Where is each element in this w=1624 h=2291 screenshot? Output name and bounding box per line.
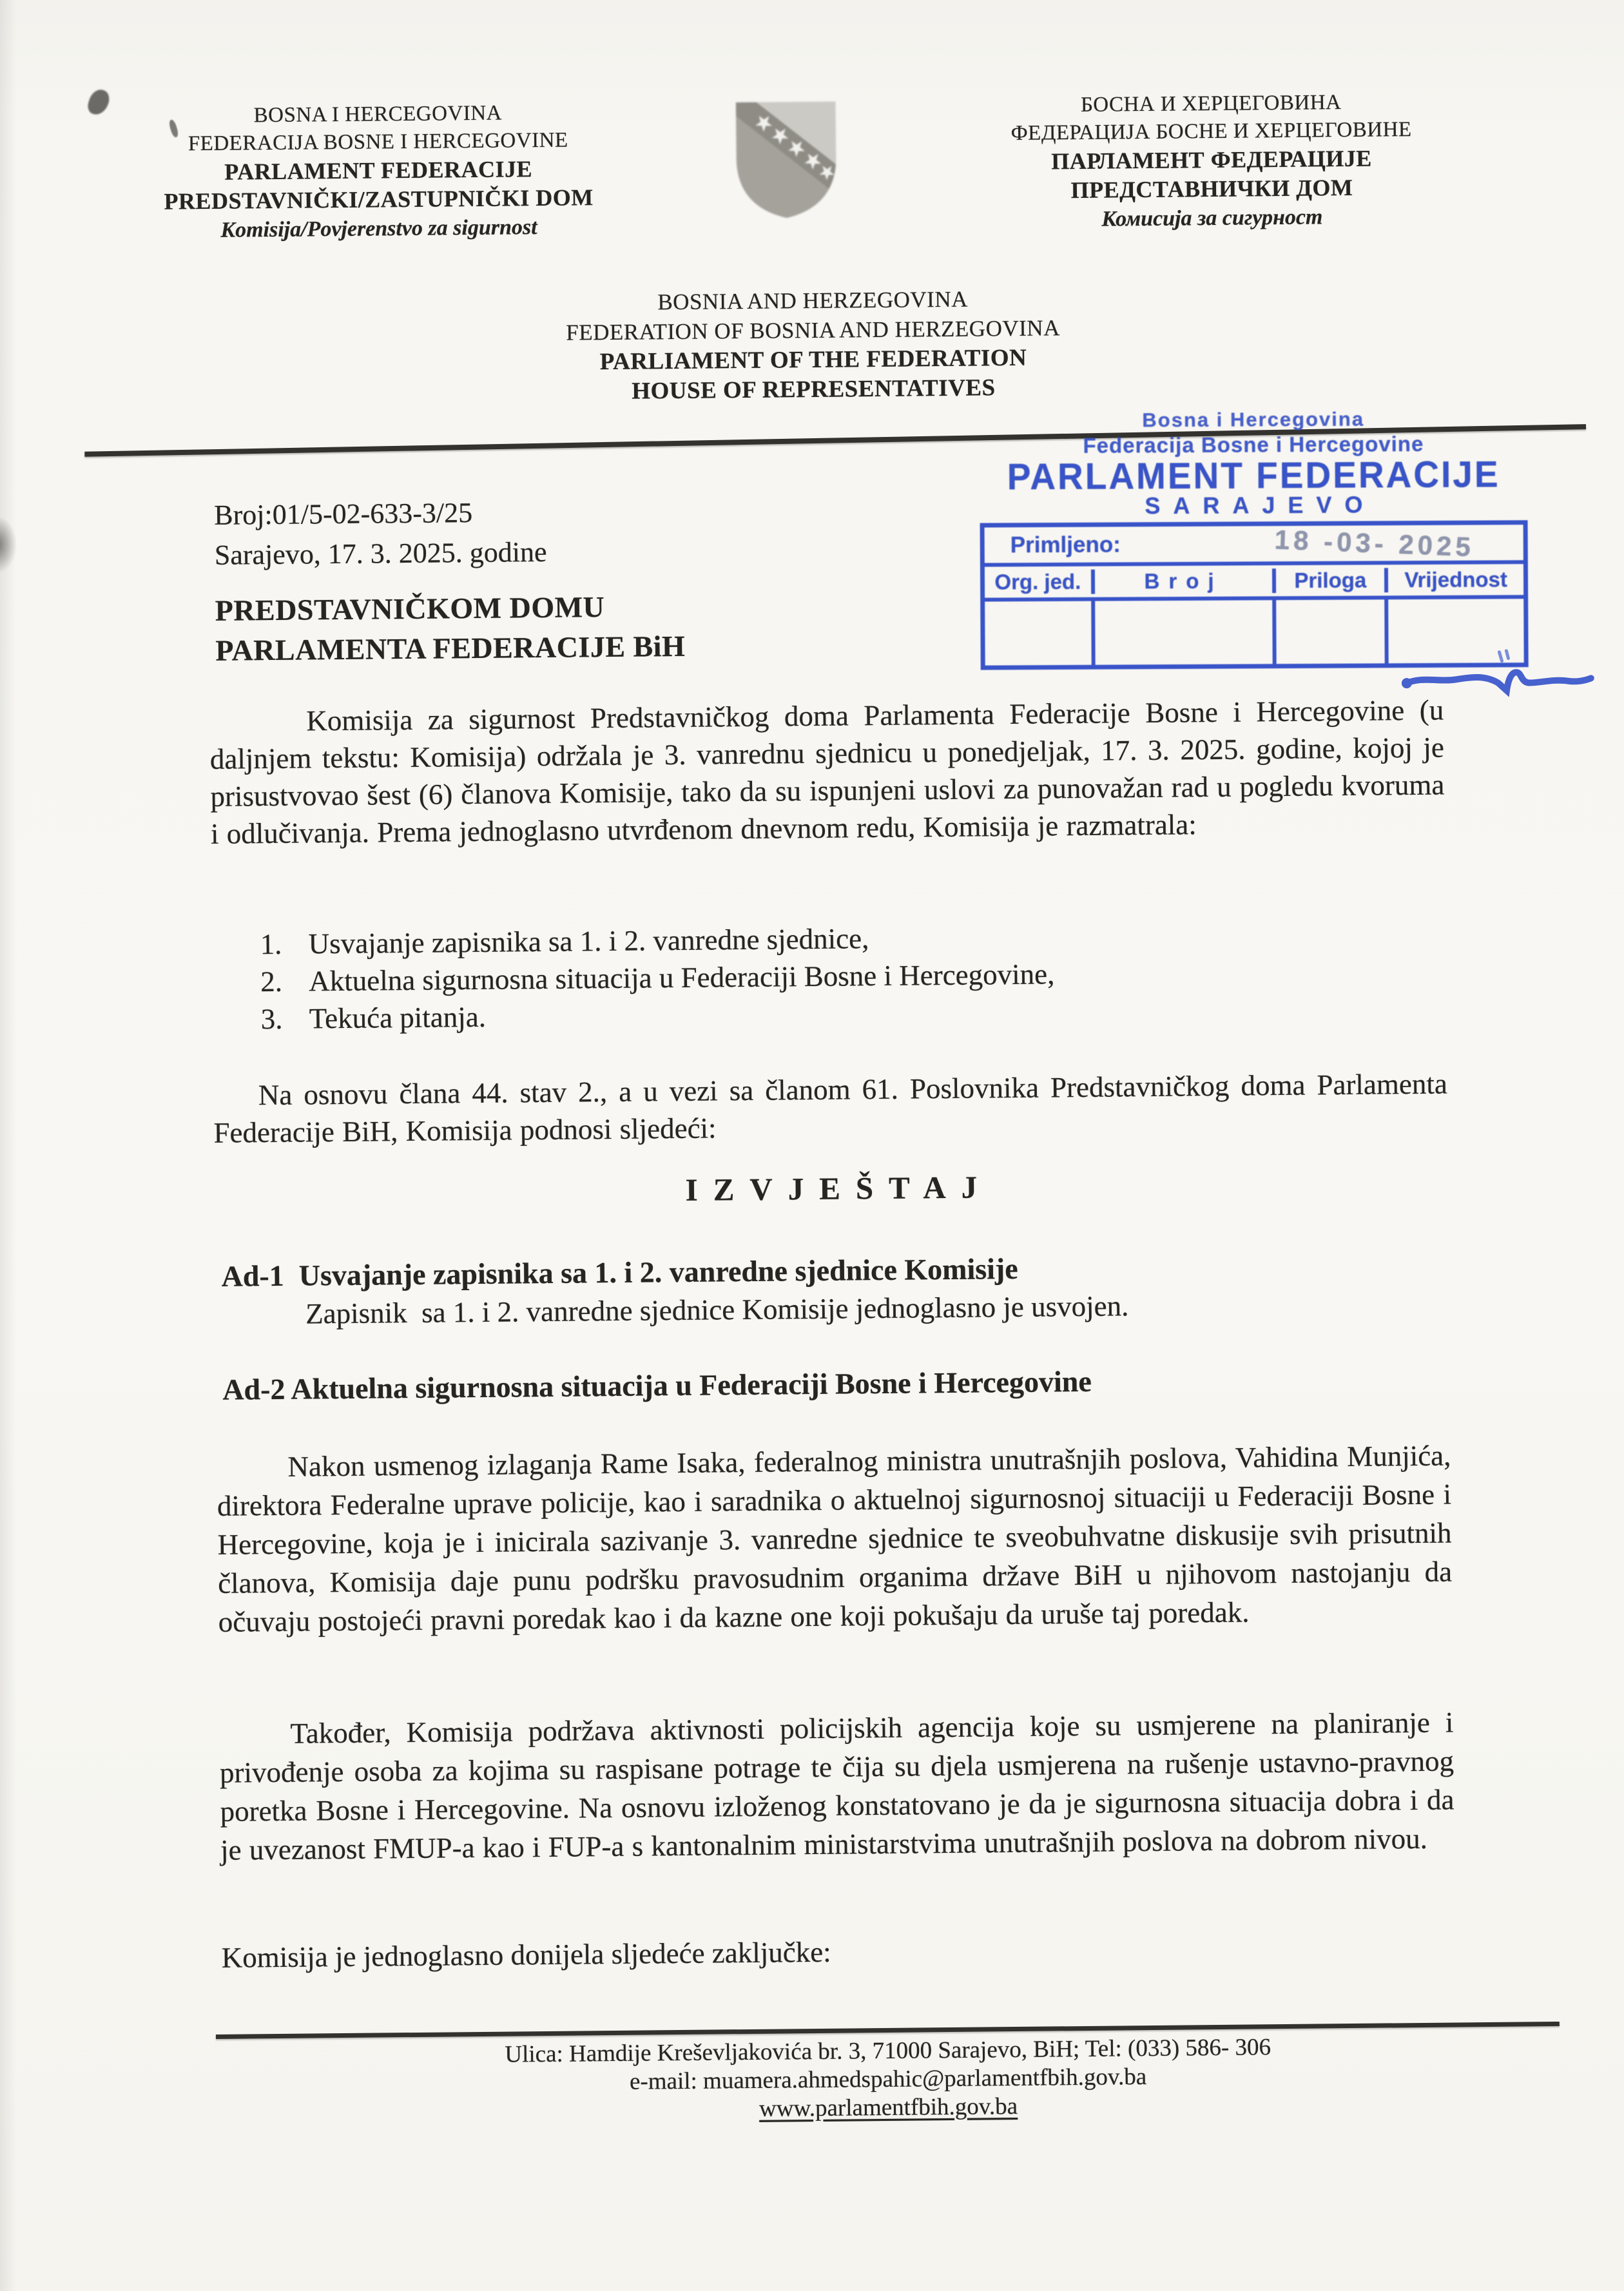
intro-paragraph: Komisija za sigurnost Predstavničkog doma Parlamenta Federacije Bosne i Hercegovine (u daljnjem tekstu: Komisija) održala je 3. vanrednu sjednicu u ponedjeljak, 17. 3. 2025. godine, kojoj je prisustvovao šest (6) članova Komisije, tako da su ispunjeni uslovi za punovažan rad u pogledu kvoruma i odlučivanja. Prema jednoglasno utvrđenom dnevnom redu, Komisija je razmatrala: (209, 693, 1445, 850)
footer-website: www.parlamentfbih.gov.ba (759, 2093, 1018, 2122)
stamp-city-line: SARAJEVO (1145, 491, 1376, 519)
letterhead-line: FEDERATION OF BOSNIA AND HERZEGOVINA (566, 315, 1061, 345)
letterhead-line: БОСНА И ХЕРЦЕГОВИНА (1080, 91, 1342, 117)
report-title: IZVJEŠTAJ (685, 1169, 993, 1208)
legal-basis-paragraph: Na osnovu člana 44. stav 2., a u vezi sa članom 61. Poslovnika Predstavničkog doma Parlamenta Federacije BiH, Komisija podnosi sljedeći: (213, 1067, 1448, 1149)
addressee-line: PARLAMENTA FEDERACIJE BiH (215, 629, 686, 667)
letterhead-line: PARLIAMENT OF THE FEDERATION (599, 344, 1027, 376)
reference-block (214, 492, 547, 575)
stamp-received-date: 18 -03- 2025 (1273, 524, 1475, 563)
section-ad2-heading: Ad-2 Aktuelna sigurnosna situacija u Federaciji Bosne i Hercegovine (222, 1364, 1092, 1406)
stamp-empty-cell (1091, 600, 1273, 664)
conclusions-lead-line: Komisija je jednoglasno donijela sljedeće zaključke: (221, 1935, 831, 1974)
letterhead-committee-line: Komisija/Povjerenstvo za sigurnost (220, 215, 537, 242)
agenda-item-text: Usvajanje zapisnika sa 1. i 2. vanredne sjednice, (308, 922, 869, 960)
letterhead-cyrillic (921, 88, 1502, 237)
letterhead-line: ПАРЛАМЕНТ ФЕДЕРАЦИЈЕ (1051, 145, 1372, 175)
agenda-item-number: 3. (260, 1002, 283, 1036)
footer-block (216, 2031, 1560, 2129)
agenda-item (260, 955, 1055, 1000)
stamp-empty-cell (985, 601, 1091, 666)
received-stamp (980, 400, 1529, 670)
section-ad2-paragraph-2: Također, Komisija podržava aktivnosti policijskih agencija koje su usmjerene na planiranje i privođenje osoba za kojima su raspisane potrage te čija su djela usmjerena na rušenje ustavno-pravnog poretka Bosne i Hercegovine. Na osnovu izloženog konstatovano je da je sigurnosna situacija dobra i da je uvezanost FMUP-a kao i FUP-a s kantonalnim ministarstvima unutrašnjih poslova na dobrom nivou. (219, 1706, 1455, 1866)
scan-edge-shadow (0, 0, 17, 2291)
stamp-received-label: Primljeno: (1010, 532, 1121, 558)
section-ad1-text: Zapisnik sa 1. i 2. vanredne sjednice Komisije jednoglasno je usvojen. (305, 1290, 1129, 1330)
section-ad1-heading: Ad-1 Usvajanje zapisnika sa 1. i 2. vanredne sjednice Komisije (221, 1252, 1018, 1293)
letterhead-committee-line: Комисија за сигурност (1101, 205, 1323, 231)
agenda-item (261, 992, 1056, 1038)
letterhead-line: PARLAMENT FEDERACIJE (224, 156, 533, 185)
stamp-parliament-line: PARLAMENT FEDERACIJE (1007, 453, 1500, 498)
agenda-item-number: 2. (260, 965, 283, 998)
agenda-list (260, 918, 1055, 1038)
agenda-item-number: 1. (260, 927, 282, 961)
footer-address: Ulica: Hamdije Kreševljakovića br. 3, 71000 Sarajevo, BiH; Tel: (033) 586- 306 (505, 2034, 1271, 2068)
reference-number: Broj:01/5-02-633-3/25 (214, 497, 473, 531)
letterhead-line: ПРЕДСТАВНИЧКИ ДОМ (1070, 174, 1353, 204)
letterhead-english (490, 283, 1136, 408)
letterhead-line: PREDSTAVNIČKI/ZASTUPNIČKI DOM (164, 184, 594, 215)
letterhead-bosnian (88, 98, 669, 247)
stamp-column-broj: Broj (1091, 568, 1273, 594)
letterhead-line: BOSNA I HERCEGOVINA (253, 101, 503, 128)
stamp-table (980, 520, 1529, 670)
stamp-empty-cell (1273, 599, 1385, 664)
letterhead-line: BOSNIA AND HERZEGOVINA (657, 286, 969, 315)
stamp-column-vrijednost: Vrijednost (1384, 567, 1523, 592)
letterhead-line: FEDERACIJA BOSNE I HERCEGOVINE (188, 128, 568, 156)
addressee-block (215, 586, 685, 671)
coat-of-arms-icon (728, 93, 845, 224)
stamp-country-line: Bosna i Hercegovina (1142, 407, 1365, 432)
reference-place-date: Sarajevo, 17. 3. 2025. godine (214, 536, 547, 571)
agenda-item-text: Tekuća pitanja. (309, 1000, 487, 1035)
letterhead-line: HOUSE OF REPRESENTATIVES (632, 374, 996, 405)
agenda-item-text: Aktuelna sigurnosna situacija u Federaciji Bosne i Hercegovine, (308, 958, 1055, 998)
footer-email: e-mail: muamera.ahmedspahic@parlamentfbih.gov.ba (629, 2064, 1147, 2095)
handwritten-mark (1401, 648, 1595, 705)
stamp-received-row (985, 525, 1523, 566)
stamp-column-priloga: Priloga (1272, 568, 1384, 593)
letterhead-line: ФЕДЕРАЦИЈА БОСНЕ И ХЕРЦЕГОВИНЕ (1010, 118, 1412, 145)
addressee-line: PREDSTAVNIČKOM DOMU (215, 590, 605, 627)
stamp-column-org-jed: Org. jed. (994, 569, 1081, 594)
section-ad2-paragraph-1: Nakon usmenog izlaganja Rame Isaka, federalnog ministra unutrašnjih poslova, Vahidina Munjića, direktora Federalne uprave policije, kao i saradnika o aktuelnoj sigurnosnoj situaciji u Federaciji Bosne i Hercegovine, koja je i inicirala sazivanje 3. vanredne sjednice te sveobuhvatne diskusije svih prisutnih članova, Komisija daje punu podršku pravosudnim organima države BiH u njihovom nastojanju da očuvaju postojeći pravni poredak kao i da kazne one koji pokušaju da uruše taj poredak. (217, 1439, 1453, 1638)
stamp-header-row (985, 564, 1523, 601)
stamp-federation-line: Federacija Bosne i Hercegovine (1083, 432, 1424, 458)
